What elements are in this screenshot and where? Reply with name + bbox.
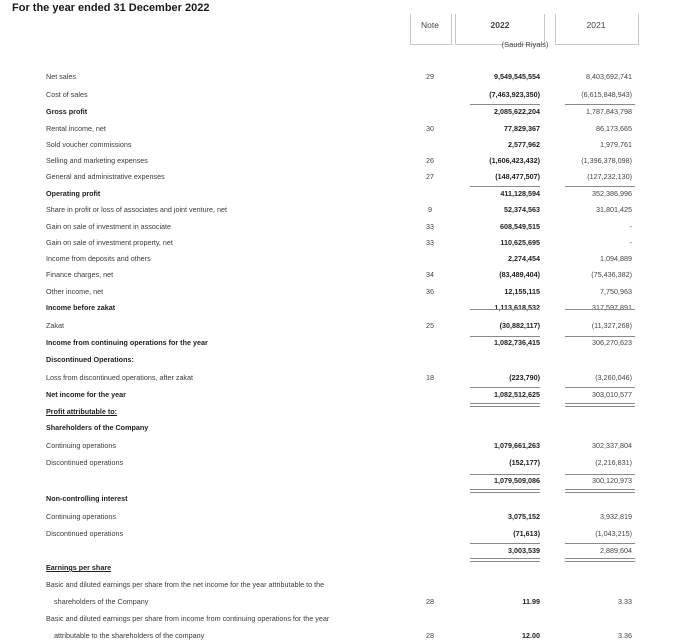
row-label: Gross profit bbox=[46, 107, 88, 116]
row-label: Income from deposits and others bbox=[46, 254, 151, 263]
row-label: Non-controlling interest bbox=[46, 494, 128, 503]
row-note: 26 bbox=[426, 156, 434, 165]
statement-row bbox=[0, 563, 700, 576]
value-2021: 1,979,761 bbox=[600, 140, 632, 149]
row-label: Selling and marketing expenses bbox=[46, 156, 148, 165]
row-label: Gain on sale of investment property, net bbox=[46, 238, 173, 247]
row-label: Discontinued operations bbox=[46, 529, 124, 538]
statement-row bbox=[0, 238, 700, 251]
statement-row bbox=[0, 373, 700, 386]
row-label: Earnings per share bbox=[46, 563, 112, 572]
statement-row bbox=[0, 631, 700, 644]
value-2021: (2,216,831) bbox=[595, 458, 632, 467]
row-label: Basic and diluted earnings per share from the net income for the year attributable to the bbox=[46, 580, 325, 589]
value-2021: 3.33 bbox=[618, 597, 632, 606]
value-2022: 52,374,563 bbox=[504, 205, 540, 214]
value-2021: (11,327,268) bbox=[591, 321, 632, 330]
year-2022-label: 2022 bbox=[490, 20, 510, 30]
statement-row bbox=[0, 287, 700, 300]
statement-row bbox=[0, 512, 700, 525]
row-note: 18 bbox=[426, 373, 434, 382]
value-2021: 3.36 bbox=[618, 631, 632, 640]
row-note: 28 bbox=[426, 597, 434, 606]
value-2022: 77,829,367 bbox=[504, 124, 540, 133]
value-2022: (7,463,923,350) bbox=[489, 90, 540, 99]
value-2021: 302,337,804 bbox=[592, 441, 632, 450]
row-label: Loss from discontinued operations, after zakat bbox=[46, 373, 194, 382]
value-2022: (152,177) bbox=[509, 458, 540, 467]
row-label: Profit attributable to: bbox=[46, 407, 118, 416]
value-2022: 3,003,539 bbox=[508, 546, 540, 555]
statement-row bbox=[0, 580, 700, 593]
statement-row bbox=[0, 172, 700, 185]
value-2021: 352,386,996 bbox=[592, 189, 632, 198]
statement-row bbox=[0, 355, 700, 368]
statement-row bbox=[0, 140, 700, 153]
statement-row bbox=[0, 476, 700, 489]
statement-row bbox=[0, 494, 700, 507]
note-header-label: Note bbox=[421, 20, 439, 30]
row-label: Net sales bbox=[46, 72, 76, 81]
value-2022: 2,577,962 bbox=[508, 140, 540, 149]
row-label: Cost of sales bbox=[46, 90, 88, 99]
value-2021: 1,787,843,798 bbox=[586, 107, 632, 116]
row-label: Rental income, net bbox=[46, 124, 106, 133]
statement-row bbox=[0, 270, 700, 283]
value-2021: (1,396,378,098) bbox=[581, 156, 632, 165]
value-2022: 9,549,545,554 bbox=[494, 72, 540, 81]
value-2021: 2,889,604 bbox=[600, 546, 632, 555]
row-label: Finance charges, net bbox=[46, 270, 114, 279]
value-2022: 608,549,515 bbox=[500, 222, 540, 231]
statement-row bbox=[0, 124, 700, 137]
value-2021: (3,260,046) bbox=[595, 373, 632, 382]
value-2022: 11.99 bbox=[522, 597, 540, 606]
value-2021: 317,597,891 bbox=[592, 303, 632, 312]
value-2022: (83,489,404) bbox=[499, 270, 540, 279]
value-2022: 12,155,115 bbox=[504, 287, 540, 296]
statement-row bbox=[0, 222, 700, 235]
row-note: 9 bbox=[428, 205, 432, 214]
statement-row bbox=[0, 597, 700, 610]
statement-row bbox=[0, 254, 700, 267]
row-label: Other income, net bbox=[46, 287, 104, 296]
value-2022: 1,079,509,086 bbox=[494, 476, 540, 485]
statement-row bbox=[0, 72, 700, 85]
statement-row bbox=[0, 390, 700, 403]
statement-row bbox=[0, 205, 700, 218]
value-2022: 110,625,695 bbox=[500, 238, 540, 247]
value-2021: (1,043,215) bbox=[595, 529, 632, 538]
statement-row bbox=[0, 441, 700, 454]
value-2022: 1,082,512,625 bbox=[494, 390, 540, 399]
row-label: Gain on sale of investment in associate bbox=[46, 222, 172, 231]
value-2021: 1,094,889 bbox=[600, 254, 632, 263]
row-label: shareholders of the Company bbox=[54, 597, 149, 606]
statement-row bbox=[0, 321, 700, 334]
row-note: 29 bbox=[426, 72, 434, 81]
value-2021: 3,932,819 bbox=[600, 512, 632, 521]
row-label: General and administrative expenses bbox=[46, 172, 165, 181]
value-2021: (6,615,848,943) bbox=[581, 90, 632, 99]
value-2022: 2,274,454 bbox=[508, 254, 540, 263]
row-label: Discontinued Operations: bbox=[46, 355, 134, 364]
value-2021: - bbox=[629, 222, 632, 231]
value-2022: (1,606,423,432) bbox=[489, 156, 540, 165]
value-2021: - bbox=[629, 238, 632, 247]
statement-row bbox=[0, 107, 700, 120]
row-label: Operating profit bbox=[46, 189, 101, 198]
value-2022: 1,079,661,263 bbox=[494, 441, 540, 450]
value-2021: 300,120,973 bbox=[592, 476, 632, 485]
value-2021: 306,270,623 bbox=[592, 338, 632, 347]
value-2022: 2,085,622,204 bbox=[494, 107, 540, 116]
row-note: 34 bbox=[426, 270, 434, 279]
row-note: 28 bbox=[426, 631, 434, 640]
statement-row bbox=[0, 407, 700, 420]
value-2022: (30,882,117) bbox=[499, 321, 540, 330]
statement-row bbox=[0, 338, 700, 351]
statement-row bbox=[0, 90, 700, 103]
statement-row bbox=[0, 189, 700, 202]
row-label: Zakat bbox=[46, 321, 64, 330]
value-2022: (148,477,507) bbox=[495, 172, 540, 181]
row-label: Income from continuing operations for the year bbox=[46, 338, 208, 347]
row-note: 33 bbox=[426, 238, 434, 247]
value-2022: (223,790) bbox=[509, 373, 540, 382]
statement-row bbox=[0, 458, 700, 471]
row-label: Net income for the year bbox=[46, 390, 126, 399]
row-label: Basic and diluted earnings per share from income from continuing operations for the year bbox=[46, 614, 330, 623]
row-label: Shareholders of the Company bbox=[46, 423, 149, 432]
statement-row bbox=[0, 423, 700, 436]
value-2021: 31,801,425 bbox=[596, 205, 632, 214]
row-note: 36 bbox=[426, 287, 434, 296]
value-2022: 1,113,618,532 bbox=[494, 303, 540, 312]
row-note: 33 bbox=[426, 222, 434, 231]
row-label: Share in profit or loss of associates and joint venture, net bbox=[46, 205, 227, 214]
row-label: attributable to the shareholders of the company bbox=[54, 631, 205, 640]
value-2022: 1,082,736,415 bbox=[494, 338, 540, 347]
row-label: Discontinued operations bbox=[46, 458, 124, 467]
value-2021: 303,010,577 bbox=[592, 390, 632, 399]
year-2021-label: 2021 bbox=[586, 20, 606, 30]
statement-period-title: For the year ended 31 December 2022 bbox=[12, 2, 210, 14]
statement-row bbox=[0, 614, 700, 627]
row-note: 25 bbox=[426, 321, 434, 330]
currency-label: (Saudi Riyals) bbox=[501, 40, 549, 49]
value-2021: 8,403,692,741 bbox=[586, 72, 632, 81]
statement-row bbox=[0, 529, 700, 542]
row-note: 27 bbox=[426, 172, 434, 181]
value-2022: 411,128,594 bbox=[500, 189, 540, 198]
row-label: Continuing operations bbox=[46, 512, 116, 521]
row-label: Continuing operations bbox=[46, 441, 116, 450]
value-2021: 7,750,963 bbox=[600, 287, 632, 296]
row-note: 30 bbox=[426, 124, 434, 133]
value-2021: (127,232,130) bbox=[587, 172, 632, 181]
value-2022: (71,613) bbox=[513, 529, 540, 538]
value-2022: 3,075,152 bbox=[508, 512, 540, 521]
value-2021: 86,173,665 bbox=[596, 124, 632, 133]
row-label: Sold voucher commissions bbox=[46, 140, 132, 149]
row-label: Income before zakat bbox=[46, 303, 116, 312]
value-2022: 12.00 bbox=[522, 631, 540, 640]
value-2021: (75,436,382) bbox=[591, 270, 632, 279]
statement-row bbox=[0, 156, 700, 169]
